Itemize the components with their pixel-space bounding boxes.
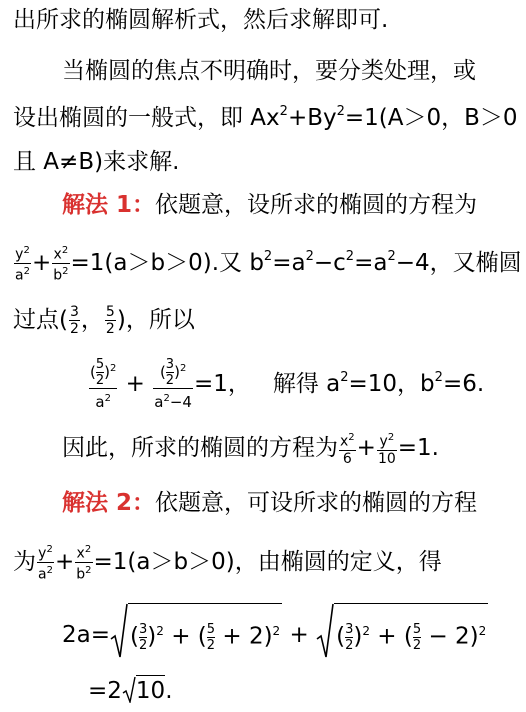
text-line-4: 且 A≠B)来求解. [13,149,180,175]
method-2-heading: 解法 2：依题意，可设所求的椭圆的方程 [62,490,478,516]
method-1-heading: 解法 1：依题意，设所求的椭圆的方程为 [62,192,478,218]
sqrt-term-1: ( $\frac{3}{2}$ )$^2$ + ( $\frac{5}{2}$ + 2)$^2$ [110,603,282,668]
definition-equation: 2a= ( $\frac{3}{2}$ )$^2$ + ( $\frac{5}{2}$ + 2)$^2$ + ( $\frac{3}{2}$ )$^2$ + ( $\frac{5}{2}$ − 2)$^2$ [62,603,488,665]
ellipse-equation-2: 为 $\frac{y^2}{a^2}$ + $\frac{x^2}{b^2}$ =1(a＞b＞0)，由椭圆的定义，得 [13,544,442,583]
method-2-label: 解法 2： [62,490,156,516]
result-1-line: 因此，所求的椭圆的方程为 $\frac{x^2}{6}$ + $\frac{y^2}{10}$ =1. [62,432,439,467]
passing-point-line: 过点( $\frac{3}{2}$ ， $\frac{5}{2}$ )，所以 [13,304,195,337]
method-1-label: 解法 1： [62,192,156,218]
final-result: =2 10. [88,675,173,706]
sqrt-term-2: ( $\frac{3}{2}$ )$^2$ + ( $\frac{5}{2}$ − 2)$^2$ [316,603,488,668]
substitution-equation: ( $\frac{5}{2}$ )$^2$ $a^2$ + ( $\frac{3}{2}$ )$^2$ $a^2-4$ =1， 解得 $a^2=10$，$b^2=6$. [90,357,485,411]
text-line-1: 出所求的椭圆解析式，然后求解即可. [13,7,389,33]
ellipse-equation-1: $\frac{y^2}{a^2}$ + $\frac{x^2}{b^2}$ =1(a＞b＞0).又 $b^2=a^2-c^2=a^2-4$，又椭圆 [15,245,522,284]
fraction-y2-a2: $\frac{y^2}{a^2}$ [15,245,30,284]
text-line-3: 设出椭圆的一般式，即 $Ax^2+By^2=1(A>0$，B＞0 [13,104,518,131]
text-line-2: 当椭圆的焦点不明确时，要分类处理，或 [62,58,476,84]
fraction-x2-b2: $\frac{x^2}{b^2}$ [53,245,69,284]
